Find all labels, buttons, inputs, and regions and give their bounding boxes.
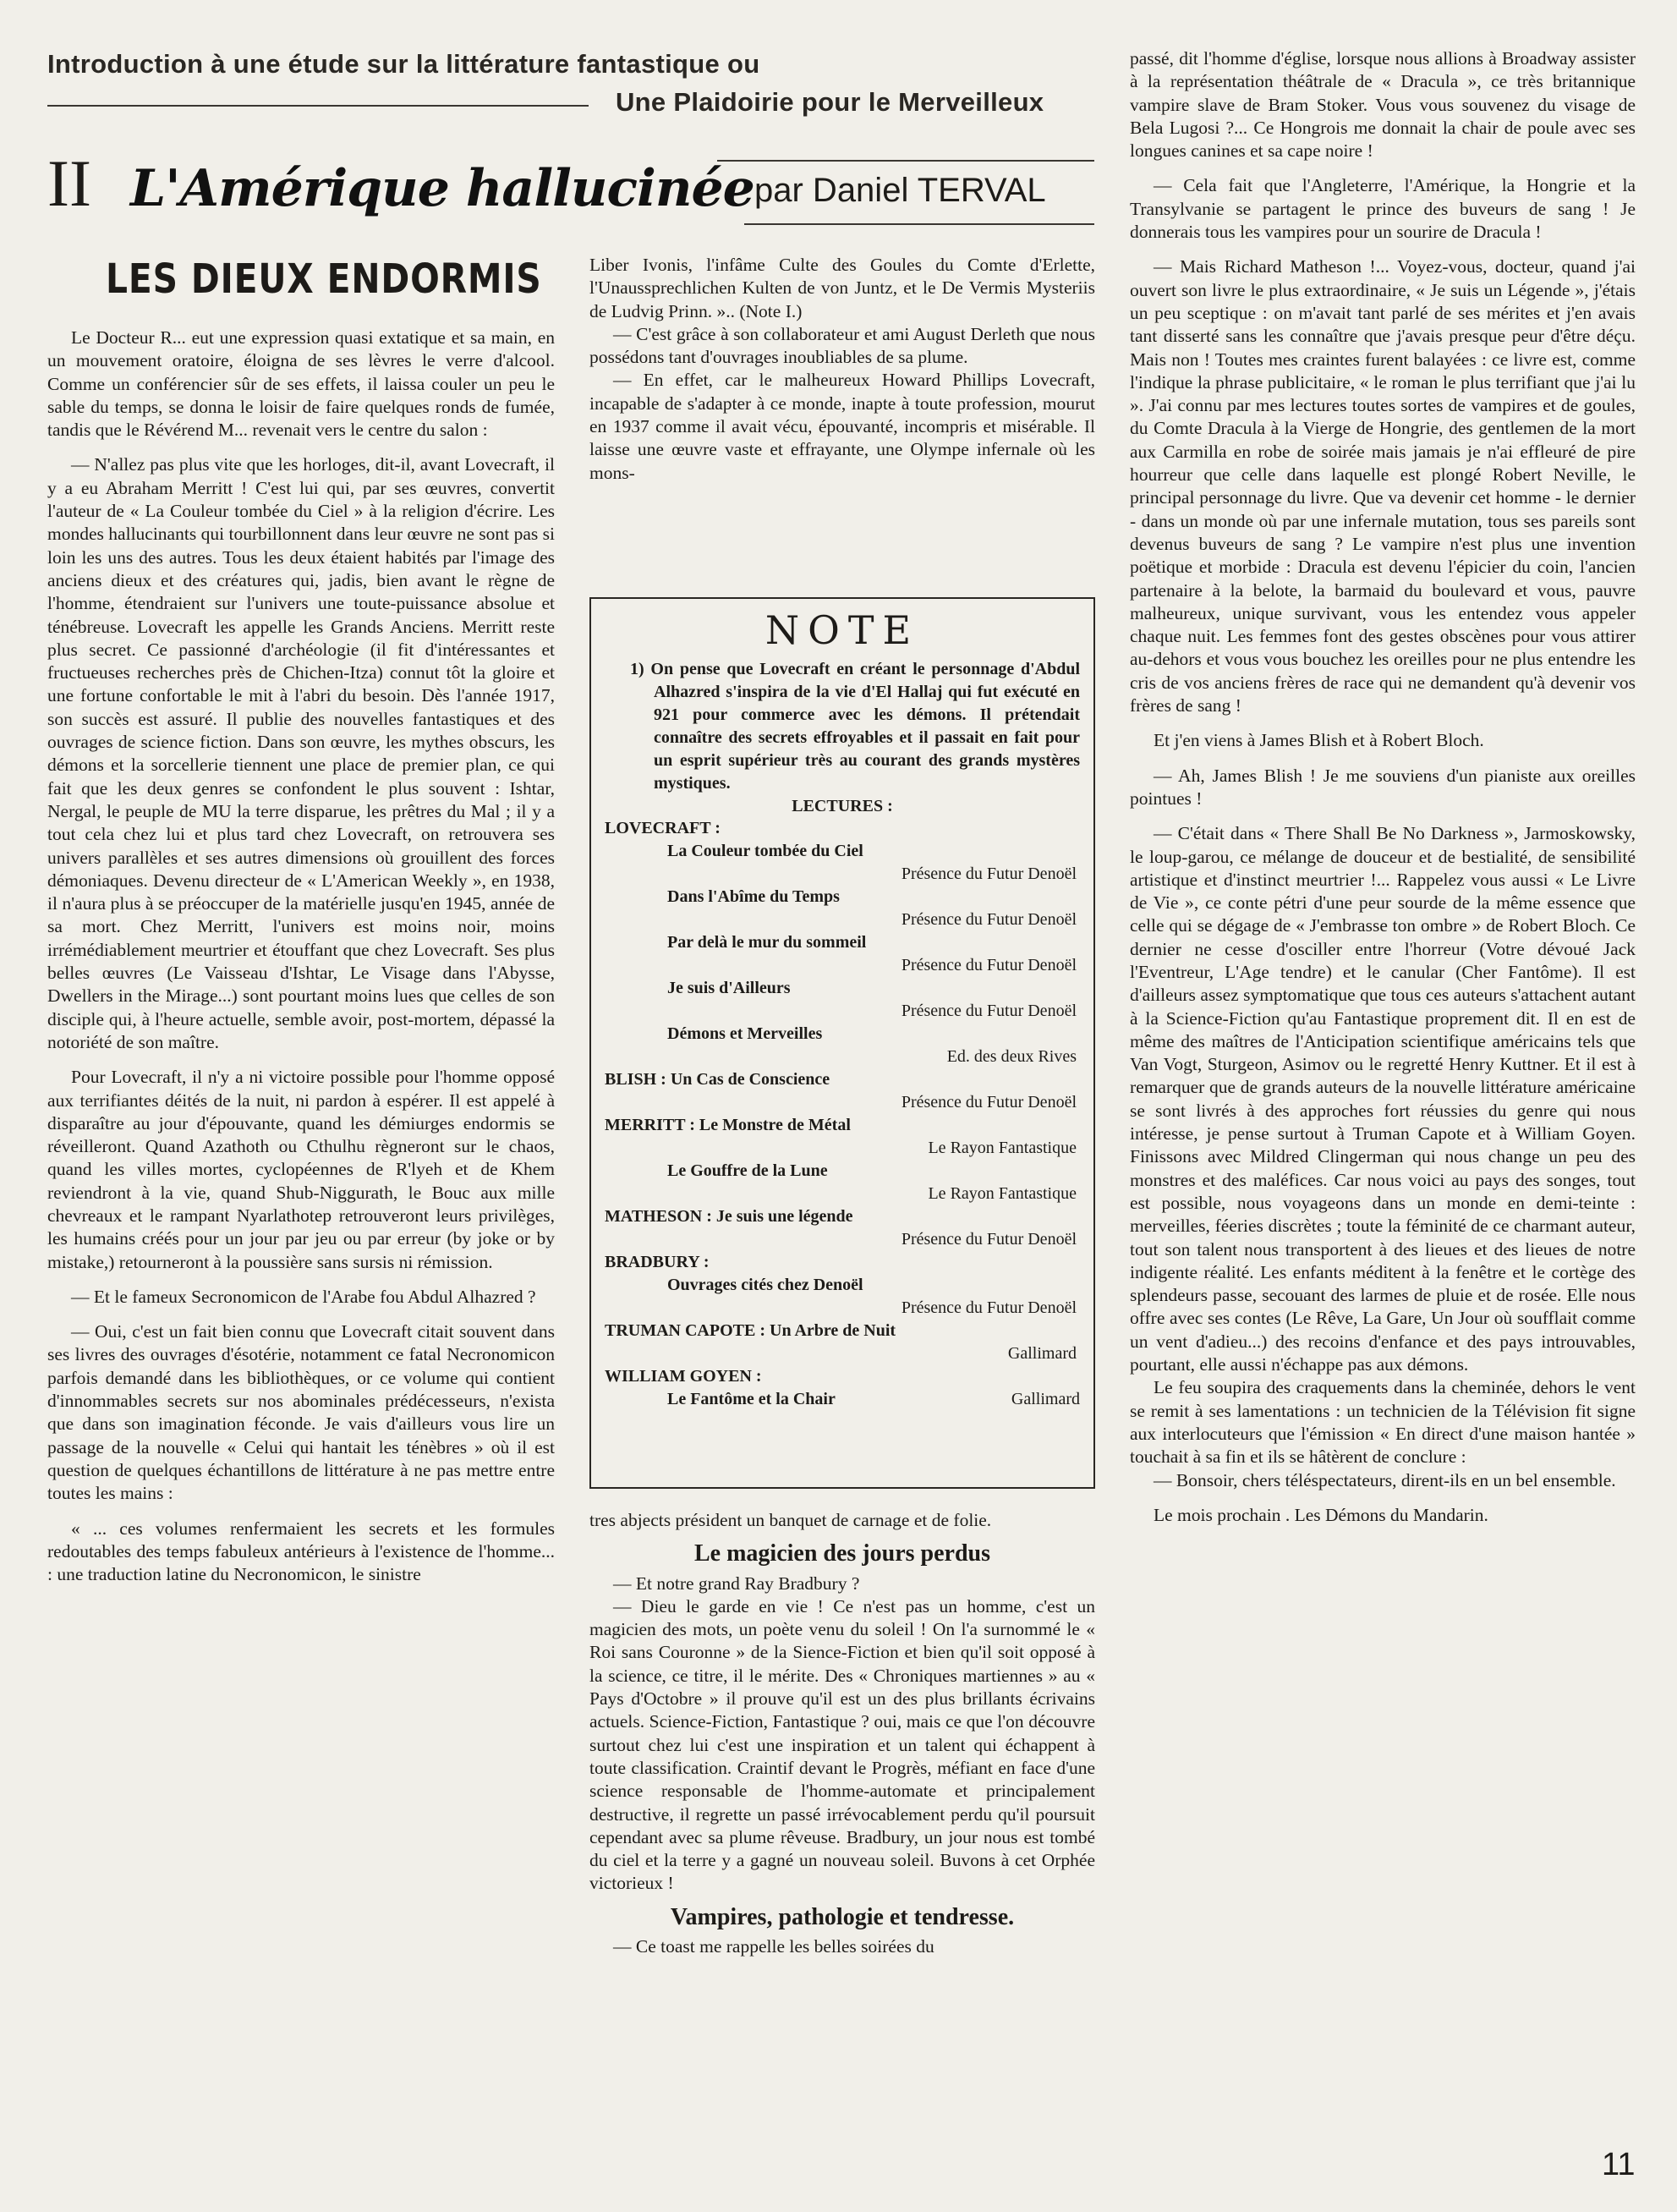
paragraph: — Et le fameux Secronomicon de l'Arabe fou Abdul Alhazred ? xyxy=(71,1286,536,1307)
byline-rule xyxy=(744,223,1094,225)
reading-list xyxy=(605,817,1080,1411)
column-1 xyxy=(47,327,555,2171)
series-title-line2: Une Plaidoirie pour le Merveilleux xyxy=(616,87,1044,117)
reading-publisher: Présence du Futur Denoël xyxy=(901,1230,1077,1249)
reading-entry-blish xyxy=(605,1068,1080,1091)
header-rule-left xyxy=(47,105,589,107)
reading-author: MATHESON : xyxy=(605,1207,712,1226)
reading-list-label: LECTURES : xyxy=(792,797,893,815)
note-text: 1) On pense que Lovecraft en créant le personnage d'Abdul Alhazred s'inspira de la vie d'El Hallaj qui fut exécuté en 921 pour commerce avec les démons. Il prétendait connaître des secrets effroyables et il passait en fait pour un esprit supérieur très au courant des grands mystères mystiques. xyxy=(630,660,1080,793)
reading-title: Dans l'Abîme du Temps xyxy=(667,887,840,906)
paragraph: — Mais Richard Matheson !... Voyez-vous, docteur, quand j'ai ouvert son livre le plus extraordinaire, « Je suis un Légende », j'étais un peu sceptique : on m'avait tant parlé de ses mérites et j'en avais tant disserté sans les connaître que j'avais presque peur d'être déçu. Mais non ! Toutes mes craintes furent balayées : ce livre est, comme l'indique la phrase publicitaire, « le roman le plus terrifiant que j'ai lu ». J'ai connu par mes lectures toutes sortes de vampires et de goules, du Comte Dracula à la Vierge de Hongrie, des gentlemen de la mort aux Carmilla en robe de soirée mais jamais je n'ai effleuré de pire hourreur que celle dans laquelle est plongé Robert Neville, le principal personnage du livre. Que va devenir cet homme - le dernier - dans un monde où par une infernale mutation, tous ses pareils sont devenus buveurs de sang ? Le vampire n'est plus une invention poëtique et morbide : Dracula est devenu l'épicier du coin, l'ancien partenaire à la belote, la barmaid du boulevard et vous, pauvre malheureux, unique survivant, vous les entendez vous appeler chaque nuit. Les femmes font des gestes obscènes pour vous attirer au-dehors et vous vous bouchez les oreilles pour ne plus entendre les cris de vos anciens frères de race qui ne demandent qu'à devenir vos frères de sang ! xyxy=(1130,256,1636,716)
reading-author: MERRITT : xyxy=(605,1116,695,1134)
paragraph: — C'était dans « There Shall Be No Darkness », Jarmoskowsky, le loup-garou, ce mélange de douceur et de bestialité, de sensibilité artistique et d'instinct meurtrier !... Rappelez vous aussi « Le Livre de Vie », ce conte pétri d'une peur sourde de la même essence que celle qui se dégage de « J'embrasse ton ombre » de Robert Bloch. Ce dernier ne cesse d'osciller entre l'horreur (Votre dévoué Jack l'Eventreur, L'Age tendre) et le canular (Cher Fantôme). Il est d'ailleurs assez symptomatique que tous ces auteurs s'attachent autant à la Science-Fiction qu'au Fantastique proprement dit. Il en est de même des maîtres de l'Anticipation scientifique américains tels que Van Vogt, Sturgeon, Asimov ou le regretté Henry Kuttner. Et il est à remarquer que de grands auteurs de la nouvelle littérature américaine se sont livrés à des approches fort réussies du genre qui nous intéresse, je pense surtout à Truman Capote et à William Goyen. Finissons avec Mildred Clingerman qui nous change un peu des monstres et des maléfices. Car nous voici au pays des songes, tout est possible, nous voyageons dans un monde en demi-teinte : merveilles, féeries discrètes ; toute la féminité de ce charmant auteur, tout son talent nous transportent à des lieues et des lieues de notre indigente réalité. Les enfants méditent à la fenêtre et le cortège des splendeurs passe, secouant des larmes de pluie et de rosée. Elle nous offre avec ses contes (Le Rêve, La Gare, Un Jour où soufflait comme un vent d'adieu...) des recoins d'enfance et des pays introuvables, pourtant, elle aussi n'échappe pas aux démons. xyxy=(1130,823,1636,1375)
next-issue-note: Le mois prochain . Les Démons du Mandarin. xyxy=(1154,1504,1488,1525)
reading-publisher: Présence du Futur Denoël xyxy=(901,1298,1077,1317)
reading-title: Le Fantôme et la Chair xyxy=(667,1390,836,1408)
reading-author: TRUMAN CAPOTE : xyxy=(605,1321,765,1340)
reading-title: Par delà le mur du sommeil xyxy=(667,933,867,952)
paragraph: — Bonsoir, chers téléspectateurs, dirent-ils en un bel ensemble. xyxy=(1154,1469,1616,1490)
article-title: L'Amérique hallucinée xyxy=(130,159,754,218)
reading-title: La Couleur tombée du Ciel xyxy=(667,842,863,860)
paragraph: — Ce toast me rappelle les belles soirées du xyxy=(613,1936,934,1957)
reading-author: LOVECRAFT : xyxy=(605,819,721,837)
section-title: LES DIEUX ENDORMIS xyxy=(106,255,542,303)
reading-title: Ouvrages cités chez Denoël xyxy=(667,1276,863,1294)
paragraph: — Ah, James Blish ! Je me souviens d'un pianiste aux oreilles pointues ! xyxy=(1130,765,1636,809)
byline: par Daniel TERVAL xyxy=(754,172,1046,209)
reading-title: Le Gouffre de la Lune xyxy=(667,1161,828,1180)
reading-title: Je suis une légende xyxy=(715,1207,853,1226)
paragraph: tres abjects président un banquet de carnage et de folie. xyxy=(589,1510,992,1530)
reading-entry-capote xyxy=(605,1320,1080,1342)
column-3 xyxy=(1130,47,1636,2137)
reading-title: Démons et Merveilles xyxy=(667,1024,823,1043)
reading-entry-matheson xyxy=(605,1205,1080,1228)
reading-publisher: Ed. des deux Rives xyxy=(946,1047,1077,1066)
paragraph: Le Docteur R... eut une expression quasi extatique et sa main, en un mouvement oratoire, éloigna de ses lèvres le verre d'alcool. Comme un conférencier sûr de ses effets, il laissa couler un peu le sable du temps, se donna le loisir de faire quelques ronds de fumée, tandis que le Révérend M... revenait vers le centre du salon : xyxy=(47,327,555,441)
column-2-bottom xyxy=(589,1509,1095,2152)
paragraph: — Et notre grand Ray Bradbury ? xyxy=(613,1573,860,1594)
reading-title: Le Monstre de Métal xyxy=(699,1116,851,1134)
reading-publisher: Présence du Futur Denoël xyxy=(901,956,1077,974)
header-rule-right xyxy=(717,160,1094,162)
paragraph: Pour Lovecraft, il n'y a ni victoire possible pour l'homme opposé aux terrifiantes déités de la nuit, ni pardon à espérer. Il est appelé à disparaître au jour d'épouvante, quand les démiurges endormis se réveilleront. Quand Azathoth ou Cthulhu règneront sur le chaos, quand les villes mortes, cyclopéennes de R'lyeh et de Khem reviendront à la vie, quand Shub-Niggurath, le Bouc aux mille chevreaux et le rampant Nyarlathotep retrouveront leurs privilèges, les humains créés pour un jour par jeu ou par erreur (by joke or by mistake,) retourneront à la poussière sans sursis ni rémission. xyxy=(47,1067,555,1272)
page-number: 11 xyxy=(1602,2147,1636,2182)
paragraph: — N'allez pas plus vite que les horloges, dit-il, avant Lovecraft, il y a eu Abraham Merritt ! C'est lui qui, par ses œuvres, convertit l'auteur de « La Couleur tombée du Ciel » à la religion d'écrire. Les mondes hallucinants qui tourbillonnent dans leur œuvre ne sont pas si loin les uns des autres. Tous les deux étaient habités par l'image des anciens dieux et des créatures qui, jadis, bien avant le règne de l'homme, étendraient sur l'univers une toute-puissance absolue et ténébreuse. Lovecraft les appelle les Grands Anciens. Merritt reste plus secret. Ce passionné d'archéologie (il fit d'intéressantes et fructueuses recherches près de Chichen-Itza) connut tôt la gloire et une fortune confortable le mit à l'abri du besoin. Dès l'année 1917, son succès est assuré. Il publie des nouvelles fantastiques et des ouvrages de science fiction. Dans son œuvre, les mythes obscurs, les démons et la sorcellerie tiennent une place de premier plan, ce qui fait que les deux genres se confondent le plus souvent : Ishtar, Nergal, le peuple de MU la terre disparue, les prêtres du Mal ; il y a tout cela chez lui et plus tard chez Lovecraft, on retrouvera ses univers parallèles et ses autres dimensions où grouillent des forces démoniaques. Devenu directeur de « L'American Weekly », en 1938, il n'aura plus à se préoccuper de la matérielle jusqu'en 1945, année de sa mort. Chez Merritt, l'univers est moins noir, moins irrémédiablement meurtrier et étouffant que chez Lovecraft. Ses plus belles œuvres (Le Vaisseau d'Ishtar, Le Visage dans l'Abysse, Dwellers in the Mirage...) sont pourtant moins lues que celles de son disciple qui, à l'heure actuelle, semble avoir, post-mortem, dépassé la notoriété de son maître. xyxy=(47,454,555,1052)
reading-publisher: Le Rayon Fantastique xyxy=(928,1139,1077,1157)
subheading-magicien: Le magicien des jours perdus xyxy=(694,1540,990,1567)
subheading-vampires: Vampires, pathologie et tendresse. xyxy=(670,1903,1015,1930)
column-2-top xyxy=(589,254,1095,579)
part-number: II xyxy=(47,146,91,220)
paragraph: Liber Ivonis, l'infâme Culte des Goules du Comte d'Erlette, l'Unaussprechlichen Kulten de von Juntz, et le De Vermis Mysteriis de Ludvig Prinn. ».. (Note I.) xyxy=(589,255,1095,321)
reading-author: BRADBURY : xyxy=(605,1253,710,1271)
paragraph: — C'est grâce à son collaborateur et ami August Derleth que nous possédons tant d'ouvrages inoubliables de sa plume. xyxy=(589,323,1095,368)
reading-entry-merritt xyxy=(605,1114,1080,1137)
reading-publisher: Gallimard xyxy=(1007,1344,1077,1363)
paragraph: passé, dit l'homme d'église, lorsque nous allions à Broadway assister à la représentation théâtrale de « Dracula », ce très britannique vampire slave de Bram Stoker. Vous vous souvenez du visage de Bela Lugosi ?... Ce Hongrois me donnait la chair de poule avec ses longues canines et sa cape noire ! xyxy=(1130,48,1636,162)
note-title: NOTE xyxy=(765,607,920,653)
reading-publisher: Présence du Futur Denoël xyxy=(901,1093,1077,1111)
paragraph: — En effet, car le malheureux Howard Phillips Lovecraft, incapable de s'adapter à ce monde, inapte à toute profession, mourut en 1937 comme il avait vécu, épouvanté, incompris et misérable. Il laisse une œuvre vaste et effrayante, une Olympe infernale où les mons- xyxy=(589,370,1095,483)
reading-publisher: Présence du Futur Denoël xyxy=(901,1002,1077,1020)
reading-publisher: Présence du Futur Denoël xyxy=(901,864,1077,883)
series-title-line1: Introduction à une étude sur la littérature fantastique ou xyxy=(47,49,760,79)
reading-author: WILLIAM GOYEN : xyxy=(605,1367,762,1386)
reading-publisher: Le Rayon Fantastique xyxy=(928,1184,1077,1203)
reading-title: Je suis d'Ailleurs xyxy=(667,979,791,997)
reading-entry-goyen xyxy=(605,1388,1080,1411)
paragraph: — Dieu le garde en vie ! Ce n'est pas un homme, c'est un magicien des mots, un poète venu du soleil ! On l'a surnommé le « Roi sans Couronne » de la Sience-Fiction et bien qu'il soit opposé à la science, ce titre, il le mérite. Des « Chroniques martiennes » au « Pays d'Octobre » il prouve qu'il est un des plus brillants écrivains actuels. Science-Fiction, Fantastique ? oui, mais ce que l'on découvre surtout chez lui c'est une inspiration et un talent qui échappent à toute classification. Craintif devant le Progrès, méfiant en face d'une science responsable de l'homme-automate et principalement destructive, il regrette un passé irrévocablement perdu qu'il poursuit cependant avec sa plume rêveuse. Bradbury, un jour nous est tombé du ciel et la terre y a gagné un nouveau soleil. Buvons à cet Orphée victorieux ! xyxy=(589,1595,1095,1894)
reading-author: BLISH : xyxy=(605,1070,666,1089)
reading-title: Un Arbre de Nuit xyxy=(770,1321,896,1340)
note-box xyxy=(589,597,1095,1489)
paragraph: Et j'en viens à James Blish et à Robert Bloch. xyxy=(1154,730,1484,751)
paragraph: — Cela fait que l'Angleterre, l'Amérique, la Hongrie et la Transylvanie se partagent le prince des buveurs de sang ! Je donnerais tous les vampires pour un sourire de Dracula ! xyxy=(1130,175,1636,243)
paragraph: — Oui, c'est un fait bien connu que Lovecraft citait souvent dans ses livres des ouvrages d'ésotérie, notamment ce fatal Necronomicon parfois demandé dans les bibliothèques, or ce volume qui contient d'innommables secrets sur nos abominales prédécesseurs, n'exista que dans son imagination féconde. Je vais d'ailleurs vous lire un passage de la nouvelle « Celui qui hantait les ténèbres » où il est question de quelques échantillons de littérature à ne pas mettre entre toutes les mains : xyxy=(47,1321,555,1504)
reading-title: Un Cas de Conscience xyxy=(670,1070,830,1089)
reading-publisher: Gallimard xyxy=(1011,1390,1080,1408)
paragraph: « ... ces volumes renfermaient les secrets et les formules redoutables des temps fabuleux antérieurs à l'existence de l'homme... : une traduction latine du Necronomicon, le sinistre xyxy=(47,1518,555,1585)
paragraph: Le feu soupira des craquements dans la cheminée, dehors le vent se remit à ses lamentations : un technicien de la Télévision fit signe aux interlocuteurs que l'émission « En direct d'une maison hantée » touchait à sa fin et ils se hâtèrent de conclure : xyxy=(1130,1377,1636,1468)
reading-publisher: Présence du Futur Denoël xyxy=(901,910,1077,929)
